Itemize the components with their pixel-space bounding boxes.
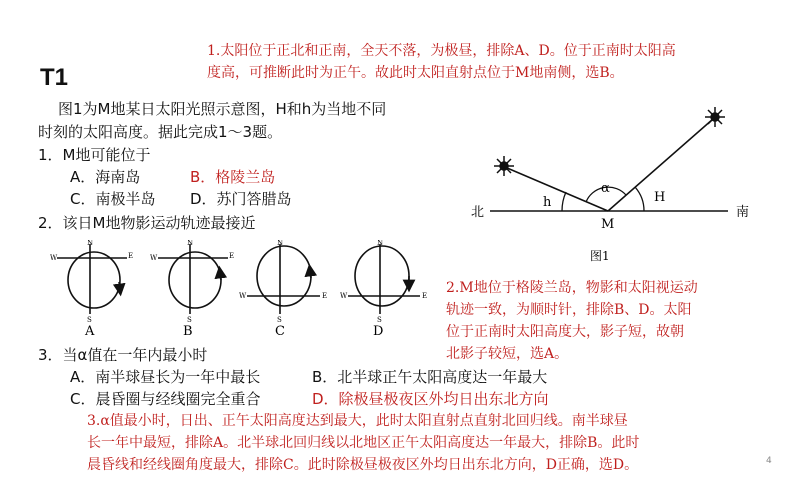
dir-n-b: N [187, 240, 194, 247]
note-2-line-2: 轨迹一致，为顺时针，排除B、D。太阳 [446, 302, 692, 318]
trajectory-option-a [50, 240, 133, 339]
dir-n-a: N [87, 240, 94, 247]
dir-s-c: S [277, 316, 282, 324]
label-c: C [275, 324, 285, 339]
dir-e-c: E [322, 292, 328, 300]
dir-n-d: N [377, 240, 384, 247]
H-label: H [654, 190, 666, 205]
q3-option-a: A．南半球昼长为一年中最长 [70, 368, 261, 386]
dir-s-a: S [87, 316, 92, 324]
sun-ray-low [507, 168, 608, 211]
trajectory-option-c [239, 240, 327, 339]
dir-s-d: S [377, 316, 382, 324]
dir-n-c: N [277, 240, 284, 247]
south-label: 南 [736, 205, 750, 220]
dir-e-d: E [422, 292, 428, 300]
note-1-line-1: 1.太阳位于正北和正南，全天不落，为极昼，排除A、D。位于正南时太阳高 [207, 43, 676, 59]
alpha-label: α [601, 181, 610, 196]
angle-h-arc [562, 192, 566, 211]
intro-line-2: 时刻的太阳高度。据此完成1～3题。 [38, 123, 283, 141]
q3-stem: 3．当α值在一年内最小时 [38, 346, 208, 364]
intro-line-1: 图1为M地某日太阳光照示意图，H和h为当地不同 [58, 100, 387, 118]
label-d: D [373, 324, 384, 339]
trajectory-option-b [150, 240, 234, 339]
note-2-line-1: 2.M地位于格陵兰岛，物影和太阳视运动 [446, 280, 698, 296]
m-label: M [601, 217, 615, 232]
q1-option-c: C．南极半岛 [70, 190, 156, 208]
note-2-line-3: 位于正南时太阳高度大，影子短，故朝 [446, 324, 684, 340]
page-title: T1 [40, 64, 69, 91]
dir-w-c: W [239, 292, 247, 300]
q3-option-c: C．晨昏圈与经线圈完全重合 [70, 390, 261, 408]
q2-stem: 2．该日M地物影运动轨迹最接近 [38, 214, 256, 232]
q3-option-d: D．除极昼极夜区外均日出东北方向 [312, 390, 549, 408]
figure-caption: 图1 [590, 249, 610, 263]
h-label: h [543, 195, 552, 210]
dir-e-b: E [229, 252, 235, 260]
sun-icon-south [705, 107, 725, 127]
trajectory-option-d [340, 240, 427, 339]
figure-1-sun-diagram [458, 100, 778, 265]
label-a: A [85, 324, 95, 339]
q3-option-b: B．北半球正午太阳高度达一年最大 [312, 368, 548, 386]
page-number: 4 [766, 456, 772, 466]
note-2-line-4: 北影子较短，选A。 [446, 346, 569, 362]
shadow-trajectory-options [30, 240, 430, 340]
dir-w-b: W [150, 254, 158, 262]
dir-e-a: E [128, 252, 134, 260]
dir-s-b: S [187, 316, 192, 324]
note-1-line-2: 度高，可推断此时为正午。故此时太阳直射点位于M地南侧，选B。 [207, 65, 624, 81]
note-3-line-2: 长一年中最短，排除A。北半球北回归线以北地区正午太阳高度达一年最大，排除B。此时 [87, 435, 640, 451]
sun-icon-north [494, 156, 514, 176]
note-3-line-1: 3.α值最小时，日出、正午太阳高度达到最大，此时太阳直射点直射北回归线。南半球昼 [87, 413, 628, 429]
dir-w-a: W [50, 254, 58, 262]
note-3-line-3: 晨昏线和经线圈角度最大，排除C。此时除极昼极夜区外均日出东北方向，D正确，选D。 [87, 457, 639, 473]
q1-option-d: D．苏门答腊岛 [190, 190, 292, 208]
dir-w-d: W [340, 292, 348, 300]
angle-H-arc [635, 187, 644, 211]
north-label: 北 [471, 205, 485, 220]
q1-option-b: B．格陵兰岛 [190, 168, 276, 186]
q1-stem: 1．M地可能位于 [38, 146, 151, 164]
label-b: B [183, 324, 193, 339]
q1-option-a: A．海南岛 [70, 168, 141, 186]
